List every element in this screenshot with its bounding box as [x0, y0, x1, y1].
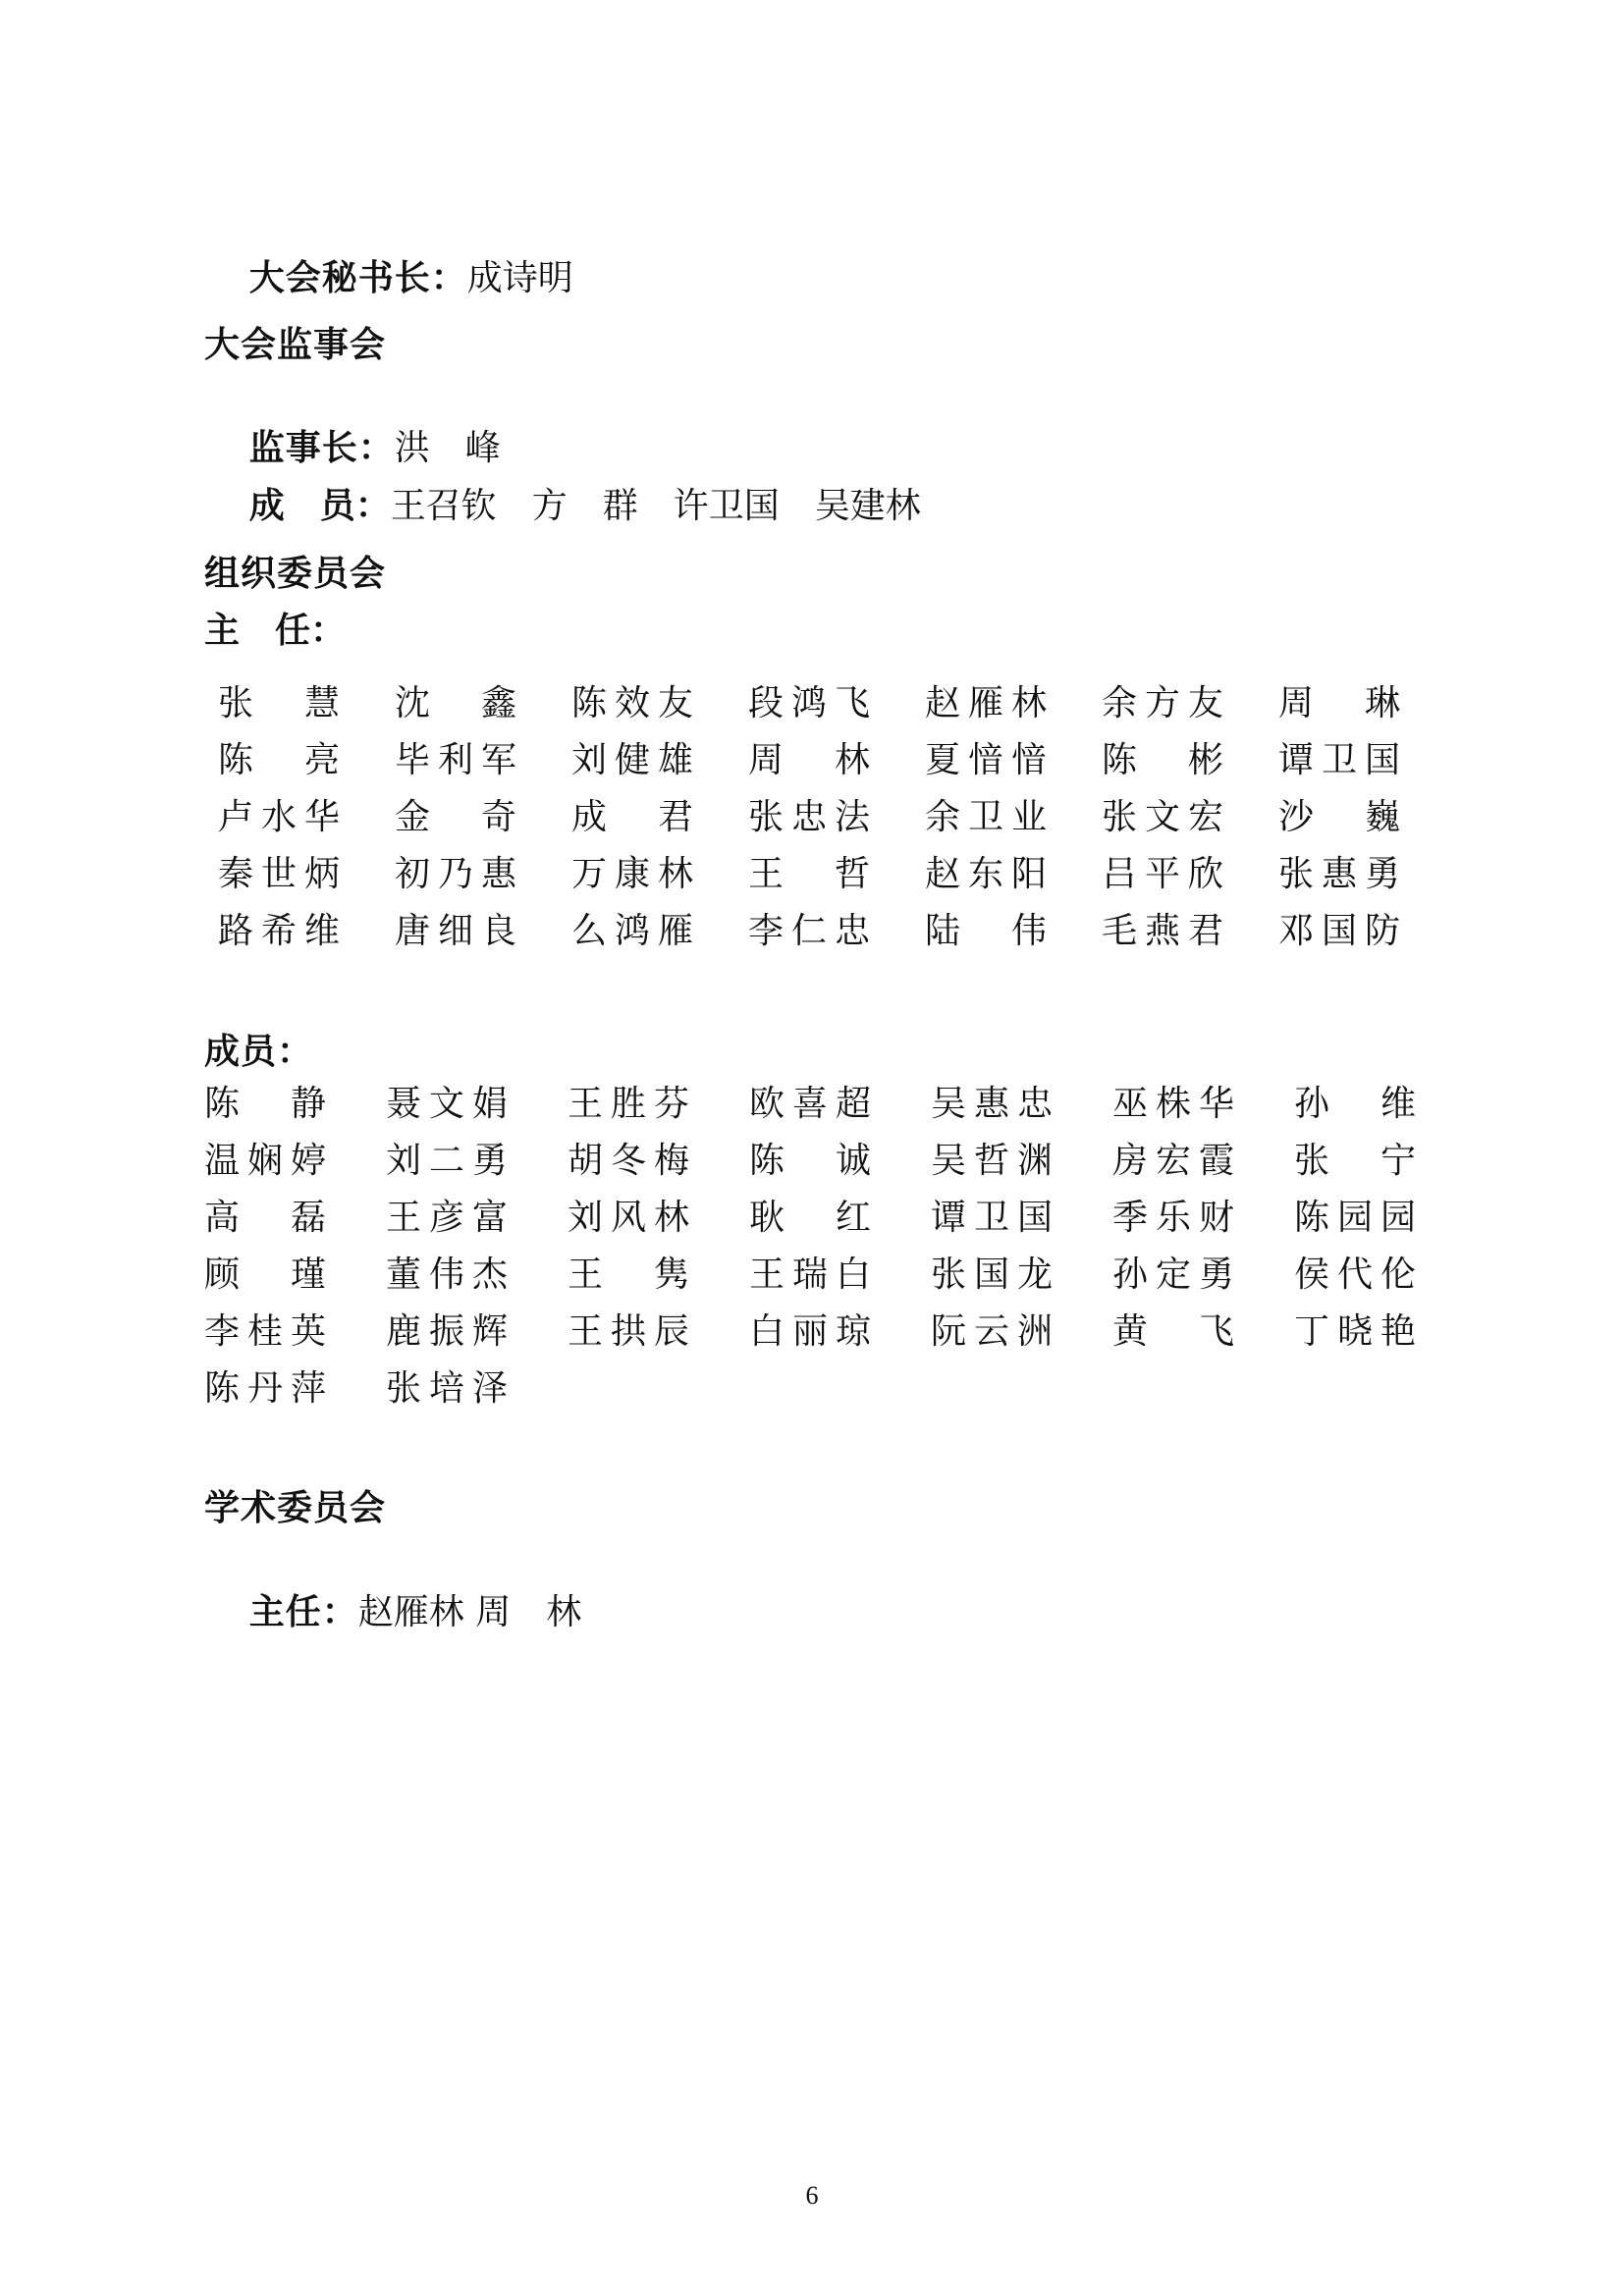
- academic-directors-line: [204, 1542, 581, 1683]
- member-name: 王 彦 富: [386, 1198, 508, 1238]
- supervisory-board-heading: 大会监事会: [204, 325, 387, 365]
- director-name: 赵 雁 林: [925, 683, 1047, 723]
- member-name: 李 桂 英: [204, 1311, 326, 1352]
- member-name: 吴 哲 渊: [931, 1141, 1053, 1181]
- director-name: 张 惠 勇: [1278, 854, 1400, 894]
- director-name: 赵 东 阳: [925, 854, 1047, 894]
- member-name: 胡 冬 梅: [568, 1141, 689, 1181]
- member-name: 张 国 龙: [931, 1255, 1053, 1295]
- member-name: 刘 风 林: [568, 1198, 689, 1238]
- member-name: 黄 飞: [1112, 1311, 1234, 1352]
- secretary-general-name: 成诗明: [466, 258, 573, 298]
- director-name: 张 文 宏: [1102, 797, 1223, 837]
- director-name: 周 林: [748, 740, 870, 780]
- member-name: 张 宁: [1294, 1141, 1416, 1181]
- director-name: 路 希 维: [218, 911, 340, 951]
- supervisory-members-names: 王召钦 方 群 许卫国 吴建林: [390, 486, 921, 526]
- member-name: 陈 丹 萍: [204, 1368, 326, 1409]
- supervisory-chief-label: 监事长：: [248, 428, 395, 468]
- director-name: 陈 效 友: [571, 683, 693, 723]
- member-name: 陈 诚: [749, 1141, 871, 1181]
- director-name: 毛 燕 君: [1102, 911, 1223, 951]
- organizing-members-label: 成员：: [204, 1032, 314, 1072]
- supervisory-chief-name: 洪 峰: [394, 428, 501, 468]
- director-name: 李 仁 忠: [748, 911, 870, 951]
- director-name: 夏 愔 愔: [925, 740, 1047, 780]
- member-name: 张 培 泽: [386, 1368, 508, 1409]
- member-name: 鹿 振 辉: [386, 1311, 508, 1352]
- secretary-general-label: 大会秘书长：: [248, 258, 467, 298]
- member-name: 孙 维: [1294, 1084, 1416, 1124]
- director-name: 谭 卫 国: [1278, 740, 1400, 780]
- director-name: 沈 鑫: [395, 683, 516, 723]
- member-name: 巫 株 华: [1112, 1084, 1234, 1124]
- member-name: 吴 惠 忠: [931, 1084, 1053, 1124]
- member-name: 聂 文 娟: [386, 1084, 508, 1124]
- director-name: 张 忠 法: [748, 797, 870, 837]
- academic-committee-heading: 学术委员会: [204, 1488, 387, 1528]
- member-name: 王 胜 芬: [568, 1084, 689, 1124]
- director-name: 张 慧: [218, 683, 340, 723]
- member-name: 侯 代 伦: [1294, 1255, 1416, 1295]
- director-name: 邓 国 防: [1278, 911, 1400, 951]
- director-name: 王 哲: [748, 854, 870, 894]
- member-name: 阮 云 洲: [931, 1311, 1053, 1352]
- member-name: 耿 红: [749, 1198, 871, 1238]
- director-name: 余 卫 业: [925, 797, 1047, 837]
- member-name: 王 隽: [568, 1255, 689, 1295]
- member-name: 孙 定 勇: [1112, 1255, 1234, 1295]
- member-name: 谭 卫 国: [931, 1198, 1053, 1238]
- director-name: 万 康 林: [571, 854, 693, 894]
- director-name: 吕 平 欣: [1102, 854, 1223, 894]
- academic-directors-label: 主任：: [248, 1592, 358, 1632]
- member-name: 王 瑞 白: [749, 1255, 871, 1295]
- member-name: 温 娴 婷: [204, 1141, 326, 1181]
- director-name: 么 鸿 雁: [571, 911, 693, 951]
- supervisory-members-label: 成 员：: [248, 486, 391, 526]
- director-name: 金 奇: [395, 797, 516, 837]
- director-name: 卢 水 华: [218, 797, 340, 837]
- member-name: 欧 喜 超: [749, 1084, 871, 1124]
- member-name: 陈 静: [204, 1084, 326, 1124]
- director-name: 刘 健 雄: [571, 740, 693, 780]
- member-name: 房 宏 霞: [1112, 1141, 1234, 1181]
- director-name: 初 乃 惠: [395, 854, 516, 894]
- director-name: 秦 世 炳: [218, 854, 340, 894]
- member-name: 刘 二 勇: [386, 1141, 508, 1181]
- organizing-directors-label: 主 任：: [204, 611, 347, 651]
- director-name: 陈 亮: [218, 740, 340, 780]
- director-name: 毕 利 军: [395, 740, 516, 780]
- director-name: 陈 彬: [1102, 740, 1223, 780]
- member-name: 董 伟 杰: [386, 1255, 508, 1295]
- director-name: 陆 伟: [925, 911, 1047, 951]
- organizing-members-list: [204, 1076, 1476, 1417]
- member-name: 丁 晓 艳: [1294, 1311, 1416, 1352]
- member-name: 王 拱 辰: [568, 1311, 689, 1352]
- page-number: 6: [805, 2181, 819, 2210]
- director-name: 唐 细 良: [395, 911, 516, 951]
- director-name: 余 方 友: [1102, 683, 1223, 723]
- director-name: 周 琳: [1278, 683, 1400, 723]
- member-name: 白 丽 琼: [749, 1311, 871, 1352]
- organizing-directors-list: [218, 675, 1455, 960]
- organizing-committee-heading: 组织委员会: [204, 554, 387, 594]
- member-name: 季 乐 财: [1112, 1198, 1234, 1238]
- director-name: 段 鸿 飞: [748, 683, 870, 723]
- member-name: 陈 园 园: [1294, 1198, 1416, 1238]
- director-name: 沙 巍: [1278, 797, 1400, 837]
- member-name: 高 磊: [204, 1198, 326, 1238]
- academic-directors-names: 赵雁林 周 林: [357, 1592, 582, 1632]
- director-name: 成 君: [571, 797, 693, 837]
- member-name: 顾 瑾: [204, 1255, 326, 1295]
